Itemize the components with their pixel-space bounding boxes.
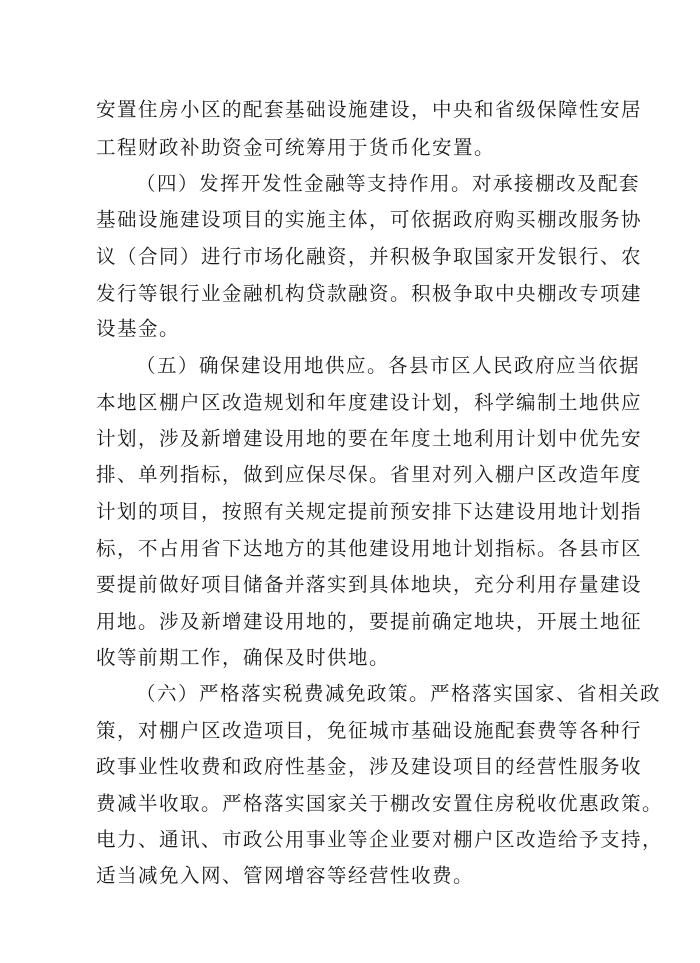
text-line: 发行等银行业金融机构贷款融资。积极争取中央棚改专项建 [96, 282, 643, 305]
text-line: 要提前做好项目储备并落实到具体地块，充分利用存量建设 [96, 573, 643, 596]
text-line: 基础设施建设项目的实施主体，可依据政府购买棚改服务协 [96, 208, 643, 231]
text-line: 策，对棚户区改造项目，免征城市基础设施配套费等各种行 [96, 719, 643, 742]
text-line: 政事业性收费和政府性基金，涉及建设项目的经营性服务收 [96, 755, 643, 778]
text-line: 用地。涉及新增建设用地的，要提前确定地块，开展土地征 [96, 610, 643, 633]
text-line: 工程财政补助资金可统筹用于货币化安置。 [96, 136, 496, 159]
text-line: 计划，涉及新增建设用地的要在年度土地利用计划中优先安 [96, 427, 643, 450]
paragraph-heading-6: （六）严格落实税费减免政策。严格落实国家、省相关政 [136, 682, 662, 705]
paragraph-heading-5: （五）确保建设用地供应。各县市区人民政府应当依据 [136, 354, 641, 377]
text-line: 适当减免入网、管网增容等经营性收费。 [96, 864, 475, 887]
text-line: 收等前期工作，确保及时供地。 [96, 646, 391, 669]
text-line: 设基金。 [96, 317, 181, 340]
text-line: 安置住房小区的配套基础设施建设，中央和省级保障性安居 [96, 98, 643, 121]
text-line: 费减半收取。严格落实国家关于棚改安置住房税收优惠政策。 [96, 792, 664, 815]
text-line: 标，不占用省下达地方的其他建设用地计划指标。各县市区 [96, 537, 643, 560]
text-line: 计划的项目，按照有关规定提前预安排下达建设用地计划指 [96, 500, 643, 523]
text-line: 排、单列指标，做到应保尽保。省里对列入棚户区改造年度 [96, 463, 643, 486]
text-line: 电力、通讯、市政公用事业等企业要对棚户区改造给予支持， [96, 828, 664, 851]
paragraph-heading-4: （四）发挥开发性金融等支持作用。对承接棚改及配套 [136, 172, 641, 195]
text-line: 本地区棚户区改造规划和年度建设计划，科学编制土地供应 [96, 391, 643, 414]
text-line: 议（合同）进行市场化融资，并积极争取国家开发银行、农 [96, 245, 643, 268]
